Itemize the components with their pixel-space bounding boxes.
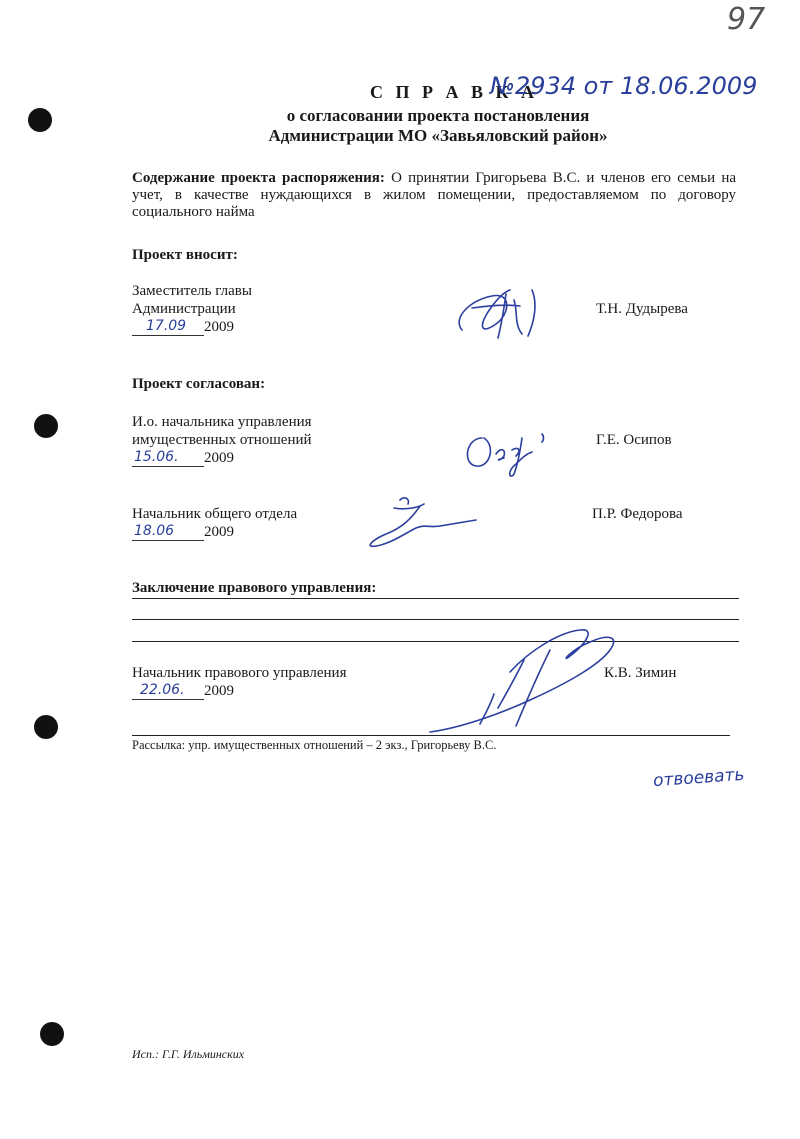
distribution-list: Рассылка: упр. имущественных отношений – 2 экз., Григорьеву В.С.	[132, 738, 497, 752]
approver-2-year: 2009	[204, 524, 234, 540]
document-subtitle: о согласовании проекта постановления	[286, 106, 590, 125]
legal-heading: Заключение правового управления:	[132, 580, 377, 596]
document-organization: Администрации МО «Завьяловский район»	[268, 126, 608, 145]
legal-name: К.В. Зимин	[604, 665, 677, 681]
approver-2-date	[132, 524, 234, 541]
approver-1-name: Г.Е. Осипов	[596, 432, 672, 448]
approver-2-date-handwritten: 18.06	[134, 523, 175, 539]
handwritten-note: отвоевать	[652, 764, 746, 792]
approver-1-date-handwritten: 15.06.	[134, 449, 179, 465]
agreed-heading: Проект согласован:	[132, 376, 266, 392]
submitted-position-2: Администрации	[132, 301, 236, 317]
page-number: 97	[727, 2, 766, 37]
approver-2-name: П.Р. Федорова	[592, 506, 683, 522]
approver-1-position-1: И.о. начальника управления	[132, 414, 312, 430]
approver-1-position-2: имущественных отношений	[132, 432, 312, 448]
legal-date-handwritten: 22.06.	[140, 682, 185, 698]
legal-line	[132, 598, 739, 599]
submitted-position-1: Заместитель главы	[132, 283, 252, 299]
document-number-handwritten: №2934 от 18.06.2009	[490, 72, 758, 100]
submitted-heading: Проект вносит:	[132, 247, 238, 263]
binder-hole	[34, 414, 58, 438]
executor-note: Исп.: Г.Г. Ильминских	[132, 1047, 245, 1061]
content-text: О принятии Григорьева В.С. и членов его семьи на учет, в качестве нуждающихся в жилом помещении, предоставляемом по договору социального найма	[132, 170, 737, 220]
submitted-date	[132, 319, 234, 336]
approver-1-date	[132, 450, 234, 467]
binder-hole	[40, 1022, 64, 1046]
signature-fedorova	[364, 490, 484, 552]
legal-position: Начальник правового управления	[132, 665, 347, 681]
content-paragraph	[132, 170, 736, 221]
signature-zimin	[420, 620, 630, 740]
legal-date	[132, 683, 234, 700]
signature-dudyreva	[452, 278, 552, 348]
binder-hole	[34, 715, 58, 739]
document-heading: С П Р А В К А	[370, 82, 539, 102]
legal-year: 2009	[204, 683, 234, 699]
submitted-date-handwritten: 17.09	[146, 318, 187, 334]
submitted-name: Т.Н. Дудырева	[596, 301, 688, 317]
approver-2-position: Начальник общего отдела	[132, 506, 298, 522]
submitted-year: 2009	[204, 319, 234, 335]
distribution-divider	[132, 735, 730, 736]
approver-1-year: 2009	[204, 450, 234, 466]
content-label: Содержание проекта распоряжения:	[132, 170, 385, 186]
signature-osipov	[460, 420, 560, 480]
